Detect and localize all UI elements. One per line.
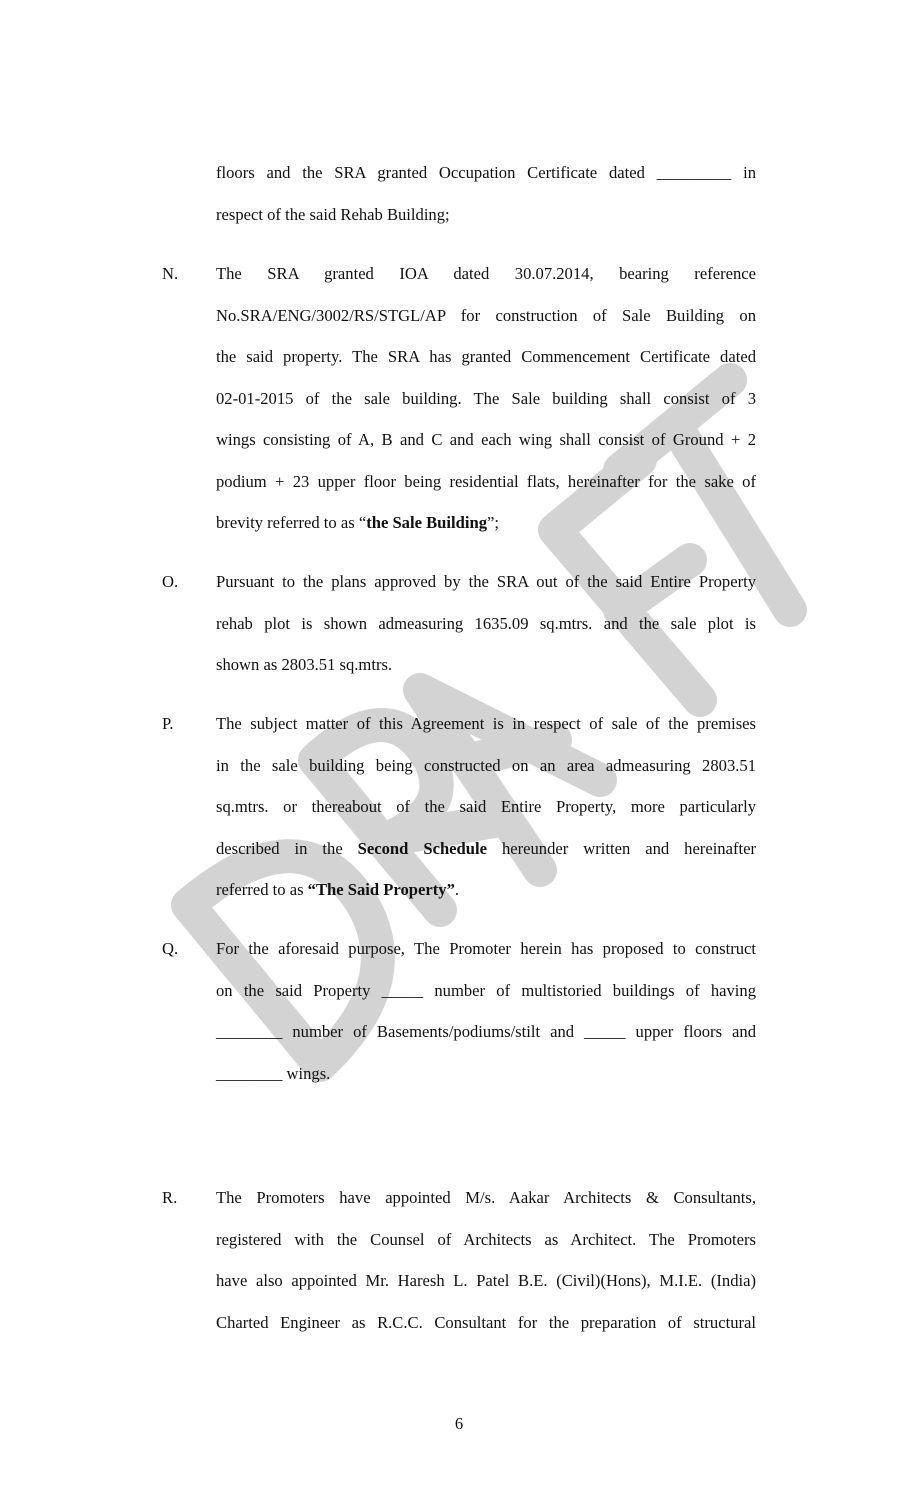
text-line: No.SRA/ENG/3002/RS/STGL/AP for construction of Sale Building on [216, 305, 756, 325]
text-line: For the aforesaid purpose, The Promoter herein has proposed to construct [216, 939, 756, 958]
text-line: respect of the said Rehab Building; [216, 204, 450, 224]
text-line: the said property. The SRA has granted Commencement Certificate dated [216, 347, 756, 366]
text-line: have also appointed Mr. Haresh L. Patel B.E. (Civil)(Hons), M.I.E. (India) [216, 1271, 756, 1290]
text-line: Charted Engineer as R.C.C. Consultant for the preparation of structural [216, 1312, 756, 1332]
page-number: 6 [454, 1414, 464, 1433]
text-run: hereunder written and hereinafter [486, 838, 756, 858]
text-line [216, 869, 756, 911]
text-run: brevity referred to as “ [216, 513, 367, 532]
clause-q [216, 928, 756, 1094]
text-line: rehab plot is shown admeasuring 1635.09 sq.mtrs. and the sale plot is [216, 613, 756, 633]
text-line: ________ wings. [216, 1063, 331, 1083]
text-run: ”; [487, 513, 499, 532]
clause-label-o: O. [162, 572, 179, 591]
text-line: The subject matter of this Agreement is in respect of sale of the premises [216, 714, 756, 733]
clause-o [216, 561, 756, 686]
clause-label-r: R. [162, 1188, 178, 1207]
defined-term: the Sale Building [366, 513, 487, 532]
text-line: sq.mtrs. or thereabout of the said Entire Property, more particularly [216, 797, 756, 816]
text-line: on the said Property _____ number of multistoried buildings of having [216, 980, 756, 1000]
text-line: Pursuant to the plans approved by the SRA out of the said Entire Property [216, 572, 756, 591]
text-line: podium + 23 upper floor being residential flats, hereinafter for the sake of [216, 471, 756, 491]
clause-n [216, 253, 756, 544]
text-line: in the sale building being constructed on an area admeasuring 2803.51 [216, 755, 756, 775]
continuation-paragraph [216, 152, 756, 235]
clause-label-p: P. [162, 714, 174, 733]
text-run: . [454, 880, 460, 899]
defined-term: Second Schedule [357, 838, 487, 858]
text-line: shown as 2803.51 sq.mtrs. [216, 655, 393, 674]
text-run: referred to as [216, 880, 308, 899]
clause-label-q: Q. [162, 939, 179, 958]
text-line: The Promoters have appointed M/s. Aakar Architects & Consultants, [216, 1188, 756, 1207]
clause-r [216, 1177, 756, 1343]
text-line: registered with the Counsel of Architects as Architect. The Promoters [216, 1229, 756, 1249]
clause-label-n: N. [162, 264, 179, 283]
text-line: floors and the SRA granted Occupation Certificate dated _________ in [216, 163, 756, 182]
text-line [216, 828, 756, 870]
clause-p [216, 703, 756, 911]
text-run: described in the [216, 838, 358, 858]
defined-term: “The Said Property” [307, 880, 455, 899]
text-line: The SRA granted IOA dated 30.07.2014, bearing reference [216, 264, 756, 283]
text-line: 02-01-2015 of the sale building. The Sale building shall consist of 3 [216, 388, 756, 408]
text-line: ________ number of Basements/podiums/stilt and _____ upper floors and [216, 1022, 756, 1041]
text-line [216, 502, 756, 544]
text-line: wings consisting of A, B and C and each wing shall consist of Ground + 2 [216, 430, 756, 449]
